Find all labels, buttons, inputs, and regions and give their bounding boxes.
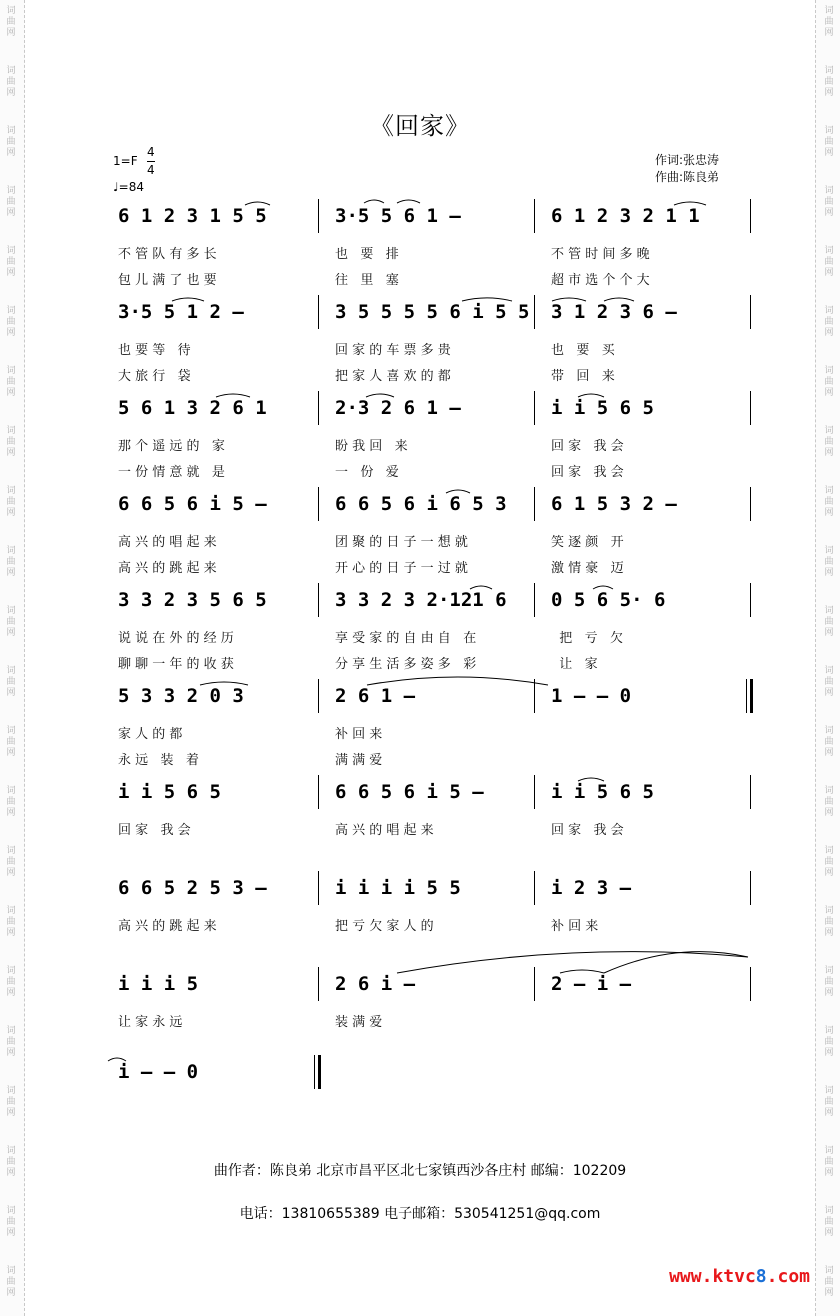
slur-arc xyxy=(200,682,248,685)
tempo-value: =84 xyxy=(118,180,144,194)
slur-arc xyxy=(578,394,604,397)
watermark-text: 词 曲 网 xyxy=(6,726,16,758)
lyric-line: 让 家 xyxy=(551,657,598,672)
lyric-line: 超 市 选 个 个 大 xyxy=(551,273,650,288)
lyric-line: 说 说 在 外 的 经 历 xyxy=(118,631,234,646)
lyric-line: 让 家 永 远 xyxy=(118,1015,183,1030)
measure-notes: 3 3 2 3 2·121 6 xyxy=(335,589,507,611)
watermark-text: 词 曲 网 xyxy=(6,6,16,38)
lyric-line: 装 满 爱 xyxy=(335,1015,383,1030)
lyric-line: 往 里 塞 xyxy=(335,273,399,288)
measure-notes: i i i 5 xyxy=(118,973,199,995)
watermark-text: 词 曲 网 xyxy=(6,546,16,578)
lyric-line: 高 兴 的 跳 起 来 xyxy=(118,561,217,576)
lyric-line: 带 回 来 xyxy=(551,369,615,384)
watermark-text: 词 曲 网 xyxy=(824,1086,834,1118)
watermark-text: 词 曲 网 xyxy=(824,1206,834,1238)
slur-arc xyxy=(397,952,748,973)
slur-arc xyxy=(674,202,706,205)
lyric-line: 也 要 排 xyxy=(335,247,399,262)
slur-arc xyxy=(593,586,613,589)
lyric-line: 满 满 爱 xyxy=(335,753,383,768)
watermark-text: 词 曲 网 xyxy=(6,126,16,158)
measure-notes: 3 1 2 3 6 – xyxy=(551,301,677,323)
measure-notes: i i 5 6 5 xyxy=(551,397,654,419)
watermark-text: 词 曲 网 xyxy=(6,666,16,698)
lyric-line: 补 回 来 xyxy=(551,919,599,934)
lyric-line: 开 心 的 日 子 一 过 就 xyxy=(335,561,468,576)
lyric-line: 享 受 家 的 自 由 自 在 xyxy=(335,631,477,646)
watermark-text: 词 曲 网 xyxy=(824,246,834,278)
lyricist: 作词:张忠涛 xyxy=(655,153,720,167)
lyric-line: 笑 逐 颜 开 xyxy=(551,535,624,550)
measure-notes: 2 – i – xyxy=(551,973,632,995)
watermark-text: 词 曲 网 xyxy=(824,906,834,938)
measure-notes: 5 3 3 2 0 3 xyxy=(118,685,244,707)
measure-notes: 2·3 2 6 1 – xyxy=(335,397,461,419)
footer-contact: 电话：13810655389 电子邮箱：530541251@qq.com xyxy=(239,1206,601,1222)
composer: 作曲:陈良弟 xyxy=(655,170,720,184)
watermark-text: 词 曲 网 xyxy=(824,306,834,338)
watermark-text: 词 曲 网 xyxy=(824,666,834,698)
lyric-line: 不 管 队 有 多 长 xyxy=(118,247,217,262)
slur-arc xyxy=(245,202,270,205)
footer-address: 曲作者：陈良弟 北京市昌平区北七家镇西沙各庄村 邮编：102209 xyxy=(213,1163,627,1179)
lyric-line: 永 远 装 着 xyxy=(118,753,199,768)
lyric-line: 把 家 人 喜 欢 的 都 xyxy=(335,369,451,384)
watermark-text: 词 曲 网 xyxy=(824,606,834,638)
watermark-text: 词 曲 网 xyxy=(6,606,16,638)
watermark-text: 词 曲 网 xyxy=(6,366,16,398)
measure-notes: 6 1 5 3 2 – xyxy=(551,493,677,515)
watermark-text: 词 曲 网 xyxy=(6,846,16,878)
lyric-line: 回 家 我 会 xyxy=(551,823,624,838)
lyric-line: 激 情 豪 迈 xyxy=(551,561,624,576)
measure-notes: 5 6 1 3 2 6 1 xyxy=(118,397,267,419)
measure-notes: 3·5 5 6 1 – xyxy=(335,205,461,227)
watermark-text: 词 曲 网 xyxy=(6,1026,16,1058)
watermark-text: 词 曲 网 xyxy=(6,966,16,998)
slur-arc xyxy=(366,394,394,397)
measure-notes: i – – 0 xyxy=(118,1061,199,1083)
watermark-text: 词 曲 网 xyxy=(824,546,834,578)
slur-arc xyxy=(578,778,604,781)
quarter-note-icon: ♩ xyxy=(113,180,119,194)
slur-arc xyxy=(397,200,420,203)
time-signature-top: 4 xyxy=(147,145,155,159)
watermark-text: 词 曲 网 xyxy=(6,1146,16,1178)
measure-notes: i 2 3 – xyxy=(551,877,632,899)
watermark-text: 词 曲 网 xyxy=(824,966,834,998)
measure-notes: 6 1 2 3 2 1 1 xyxy=(551,205,700,227)
lyric-line: 盼 我 回 来 xyxy=(335,439,408,454)
lyric-line: 回 家 我 会 xyxy=(551,465,624,480)
lyric-line: 那 个 遥 远 的 家 xyxy=(118,439,225,454)
lyric-line: 回 家 我 会 xyxy=(551,439,624,454)
watermark-text: 词 曲 网 xyxy=(6,306,16,338)
measure-notes: 6 6 5 6 i 5 – xyxy=(335,781,484,803)
measure-notes: 3 3 2 3 5 6 5 xyxy=(118,589,267,611)
watermark-text: 词 曲 网 xyxy=(824,786,834,818)
lyric-line: 回 家 的 车 票 多 贵 xyxy=(335,343,451,358)
lyric-line: 把 亏 欠 家 人 的 xyxy=(335,919,434,934)
slur-arc xyxy=(446,490,470,493)
time-signature-bottom: 4 xyxy=(147,163,155,177)
lyric-line: 高 兴 的 唱 起 来 xyxy=(335,823,434,838)
slur-arc xyxy=(108,1058,126,1061)
slur-arc xyxy=(552,298,586,301)
watermark-text: 词 曲 网 xyxy=(824,186,834,218)
lyric-line: 也 要 买 xyxy=(551,343,615,358)
watermark-text: 词 曲 网 xyxy=(6,66,16,98)
lyric-line: 分 享 生 活 多 姿 多 彩 xyxy=(335,657,477,672)
measure-notes: i i 5 6 5 xyxy=(118,781,221,803)
watermark-text: 词 曲 网 xyxy=(824,366,834,398)
measure-notes: 2 6 1 – xyxy=(335,685,416,707)
watermark-text: 词 曲 网 xyxy=(6,486,16,518)
watermark-text: 词 曲 网 xyxy=(6,426,16,458)
measure-notes: 6 1 2 3 1 5 5 xyxy=(118,205,267,227)
lyric-line: 家 人 的 都 xyxy=(118,727,183,742)
watermark-text: 词 曲 网 xyxy=(824,6,834,38)
lyric-line: 补 回 来 xyxy=(335,727,383,742)
slur-arc xyxy=(470,586,492,589)
watermark-text: 词 曲 网 xyxy=(824,1026,834,1058)
slur-arc xyxy=(216,394,250,397)
lyric-line: 一 份 爱 xyxy=(335,465,399,480)
watermark-text: 词 曲 网 xyxy=(6,1206,16,1238)
watermark-text: 词 曲 网 xyxy=(824,1266,834,1298)
slur-arc xyxy=(560,970,604,973)
lyric-line: 回 家 我 会 xyxy=(118,823,191,838)
slur-arc xyxy=(364,200,384,203)
lyric-line: 大 旅 行 袋 xyxy=(118,369,191,384)
measure-notes: i i 5 6 5 xyxy=(551,781,654,803)
watermark-text: 词 曲 网 xyxy=(824,846,834,878)
watermark-text: 词 曲 网 xyxy=(824,1146,834,1178)
lyric-line: 把 亏 欠 xyxy=(551,631,624,646)
lyric-line: 聊 聊 一 年 的 收 获 xyxy=(118,657,234,672)
measure-notes: 3 5 5 5 5 6 i 5 5 xyxy=(335,301,530,323)
measure-notes: 6 6 5 6 i 6 5 3 xyxy=(335,493,507,515)
measure-notes: 0 5 6 5· 6 xyxy=(551,589,666,611)
measure-notes: 3·5 5 1 2 – xyxy=(118,301,244,323)
lyric-line: 包 儿 满 了 也 要 xyxy=(118,273,217,288)
watermark-text: 词 曲 网 xyxy=(6,786,16,818)
watermark-text: 词 曲 网 xyxy=(824,486,834,518)
measure-notes: 1 – – 0 xyxy=(551,685,632,707)
slur-arc xyxy=(462,298,512,301)
slur-arc xyxy=(367,677,548,685)
lyric-line: 一 份 情 意 就 是 xyxy=(118,465,225,480)
measure-notes: 6 6 5 6 i 5 – xyxy=(118,493,267,515)
lyric-line: 也 要 等 待 xyxy=(118,343,191,358)
measure-notes: i i i i 5 5 xyxy=(335,877,461,899)
watermark-text: 词 曲 网 xyxy=(824,726,834,758)
watermark-text: 词 曲 网 xyxy=(824,126,834,158)
watermark-text: 词 曲 网 xyxy=(824,426,834,458)
lyric-line: 团 聚 的 日 子 一 想 就 xyxy=(335,535,468,550)
key-signature: 1=F xyxy=(113,154,138,168)
measure-notes: 2 6 i – xyxy=(335,973,416,995)
site-logo: www.ktvc8.com xyxy=(669,1266,810,1287)
watermark-text: 词 曲 网 xyxy=(6,186,16,218)
watermark-text: 词 曲 网 xyxy=(6,1086,16,1118)
lyric-line: 高 兴 的 跳 起 来 xyxy=(118,919,217,934)
slur-arc xyxy=(604,298,634,301)
song-title: 《回家》 xyxy=(370,112,470,140)
watermark-text: 词 曲 网 xyxy=(6,246,16,278)
watermark-text: 词 曲 网 xyxy=(6,1266,16,1298)
lyric-line: 不 管 时 间 多 晚 xyxy=(551,247,650,262)
measure-notes: 6 6 5 2 5 3 – xyxy=(118,877,267,899)
lyric-line: 高 兴 的 唱 起 来 xyxy=(118,535,217,550)
watermark-text: 词 曲 网 xyxy=(6,906,16,938)
slur-arc xyxy=(172,298,204,301)
watermark-text: 词 曲 网 xyxy=(824,66,834,98)
